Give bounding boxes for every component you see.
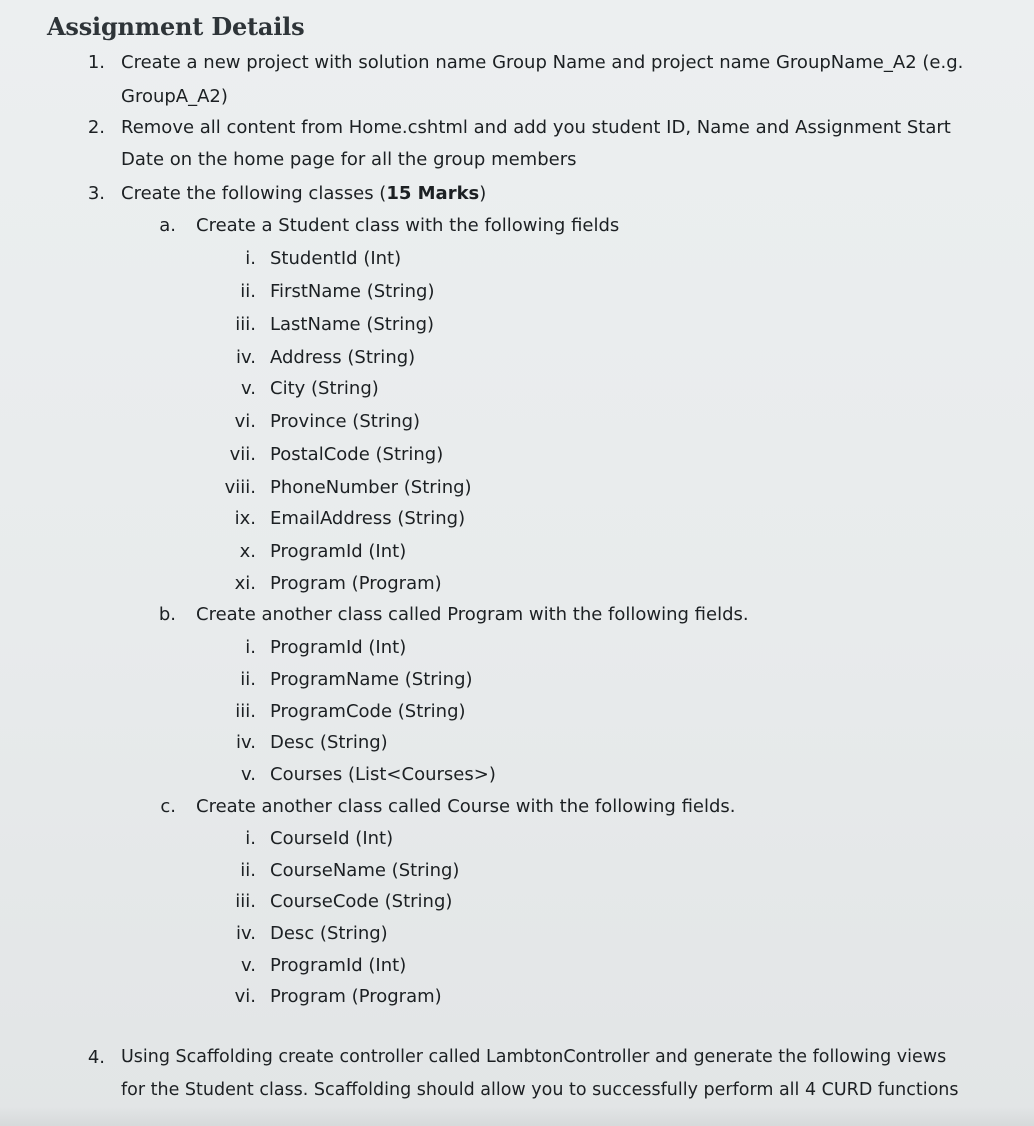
field-number: i. [245,248,256,269]
field-number: v. [241,955,256,976]
item-number: 4. [87,1047,105,1068]
field-number: viii. [224,477,256,498]
field-number: iii. [235,701,256,722]
field-number: iii. [235,314,256,335]
student-field: ProgramId (Int) [270,541,407,562]
field-number: vi. [234,986,256,1007]
student-field: EmailAddress (String) [270,508,466,529]
sub-a-text: Create a Student class with the following fields [196,215,620,236]
student-field: FirstName (String) [270,281,435,302]
student-field: Program (Program) [270,573,442,594]
student-field: City (String) [270,378,379,399]
item-3-text-main: Create the following classes ( [121,183,387,204]
sub-b-text: Create another class called Program with the following fields. [196,604,749,625]
item-3-text-close: ) [479,183,487,204]
field-number: v. [241,378,256,399]
field-number: ix. [234,508,256,529]
field-number: v. [241,764,256,785]
item-1-text-line-2: GroupA_A2) [121,86,228,107]
student-field: Address (String) [270,347,416,368]
course-field: CourseName (String) [270,860,460,881]
field-number: iv. [236,923,256,944]
page-bottom-shadow [0,1106,1034,1126]
field-number: vii. [229,444,256,465]
course-field: CourseCode (String) [270,891,453,912]
student-field: StudentId (Int) [270,248,402,269]
item-3-text [121,185,486,203]
program-field: ProgramId (Int) [270,637,407,658]
course-field: CourseId (Int) [270,828,394,849]
field-number: x. [239,541,256,562]
item-2-text-line-2: Date on the home page for all the group members [121,149,577,170]
sub-letter: a. [159,215,176,236]
field-number: ii. [240,669,256,690]
item-1-text-line-1: Create a new project with solution name Group Name and project name GroupName_A2 (e.g. [121,52,964,73]
program-field: Courses (List<Courses>) [270,764,496,785]
item-4-text-line-1: Using Scaffolding create controller called LambtonController and generate the following views [121,1047,947,1067]
marks-label: 15 Marks [386,183,480,204]
course-field: Desc (String) [270,923,388,944]
course-field: ProgramId (Int) [270,955,407,976]
item-number: 3. [87,183,105,204]
item-number: 1. [87,52,105,73]
program-field: ProgramName (String) [270,669,473,690]
student-field: PhoneNumber (String) [270,477,472,498]
field-number: vi. [234,411,256,432]
sub-c-text: Create another class called Course with the following fields. [196,796,736,817]
course-field: Program (Program) [270,986,442,1007]
sub-letter: b. [158,604,176,625]
field-number: ii. [240,860,256,881]
item-4-text-line-2: for the Student class. Scaffolding should allow you to successfully perform all 4 CURD functions [121,1080,959,1100]
field-number: ii. [240,281,256,302]
student-field: LastName (String) [270,314,435,335]
student-field: PostalCode (String) [270,444,444,465]
field-number: iv. [236,347,256,368]
field-number: i. [245,828,256,849]
field-number: iv. [236,732,256,753]
field-number: i. [245,637,256,658]
program-field: ProgramCode (String) [270,701,466,722]
program-field: Desc (String) [270,732,388,753]
student-field: Province (String) [270,411,421,432]
field-number: iii. [235,891,256,912]
item-2-text-line-1: Remove all content from Home.cshtml and add you student ID, Name and Assignment Start [121,117,951,138]
item-number: 2. [87,117,105,138]
sub-letter: c. [160,796,176,817]
page-title: Assignment Details [47,12,305,41]
field-number: xi. [234,573,256,594]
